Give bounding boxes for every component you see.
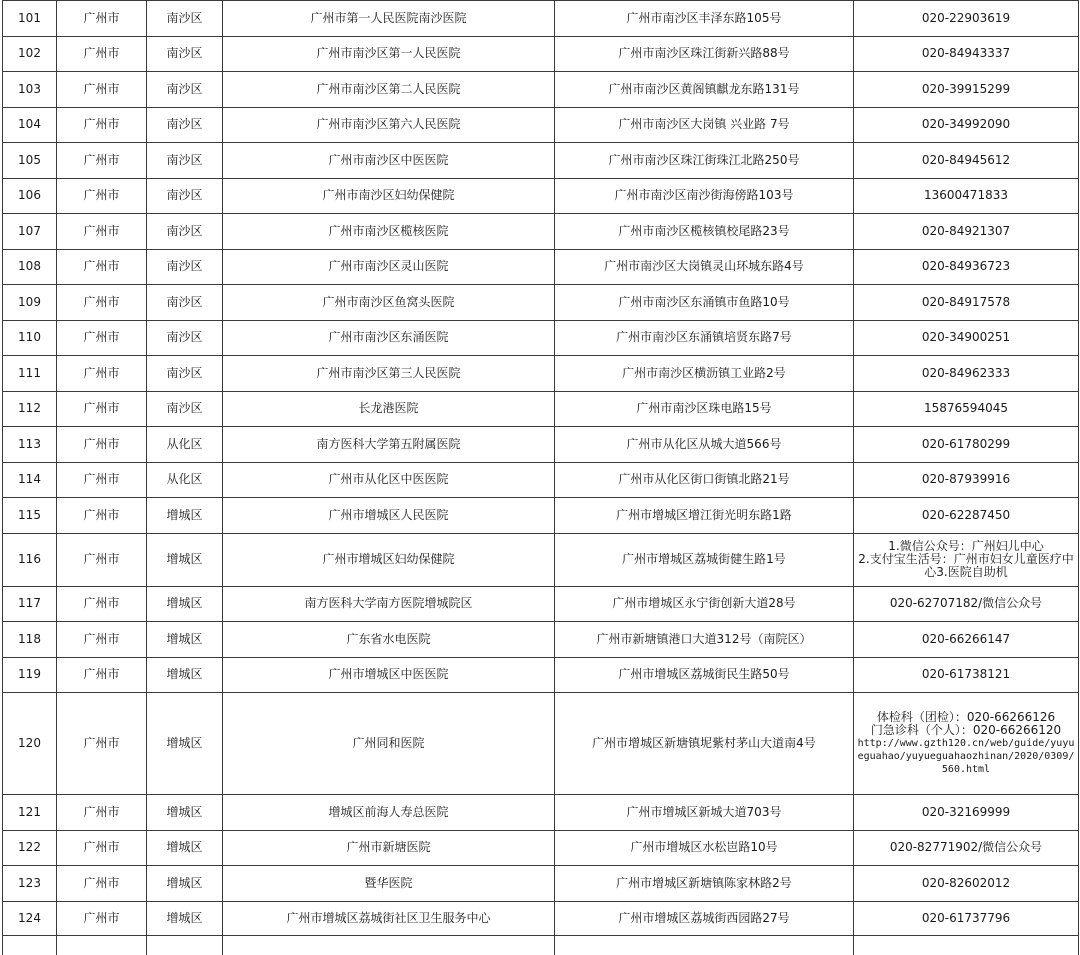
hospital-name-cell: 广州市第一人民医院南沙医院 <box>223 1 555 37</box>
address-cell: 广州市增城区荔城街西园路27号 <box>555 901 854 935</box>
phone-cell <box>854 622 1079 658</box>
empty-cell <box>147 935 223 955</box>
phone-cell <box>854 249 1079 285</box>
address-cell: 广州市从化区街口街镇北路21号 <box>555 462 854 498</box>
row-number: 121 <box>3 795 57 831</box>
district-cell: 南沙区 <box>147 391 223 427</box>
row-number: 122 <box>3 830 57 866</box>
address-cell: 广州市南沙区东涌镇培贤东路7号 <box>555 320 854 356</box>
phone-cell <box>854 214 1079 250</box>
phone-cell <box>854 178 1079 214</box>
phone-line: 020-62707182/微信公众号 <box>856 597 1076 610</box>
district-cell: 增城区 <box>147 622 223 658</box>
address-cell: 广州市从化区从城大道566号 <box>555 427 854 463</box>
hospital-name-cell: 广州市增城区中医医院 <box>223 657 555 693</box>
city-cell: 广州市 <box>57 830 147 866</box>
hospital-name-cell: 广州市南沙区妇幼保健院 <box>223 178 555 214</box>
district-cell: 南沙区 <box>147 320 223 356</box>
hospital-name-cell: 广州市新塘医院 <box>223 830 555 866</box>
hospital-table <box>2 0 1079 955</box>
table-row <box>3 622 1079 658</box>
row-number: 117 <box>3 586 57 622</box>
district-cell: 南沙区 <box>147 1 223 37</box>
phone-cell <box>854 866 1079 902</box>
hospital-name-cell: 增城区前海人寿总医院 <box>223 795 555 831</box>
address-cell: 广州市增城区荔城街健生路1号 <box>555 533 854 586</box>
district-cell: 增城区 <box>147 533 223 586</box>
city-cell: 广州市 <box>57 866 147 902</box>
hospital-name-cell: 广州市南沙区东涌医院 <box>223 320 555 356</box>
hospital-name-cell: 广州市南沙区中医医院 <box>223 143 555 179</box>
table-row <box>3 72 1079 108</box>
empty-cell <box>57 935 147 955</box>
city-cell: 广州市 <box>57 249 147 285</box>
phone-line: 020-32169999 <box>856 806 1076 819</box>
address-cell: 广州市增城区荔城街民生路50号 <box>555 657 854 693</box>
city-cell: 广州市 <box>57 72 147 108</box>
phone-cell <box>854 391 1079 427</box>
phone-cell <box>854 427 1079 463</box>
phone-line: 2.支付宝生活号：广州市妇女儿童医疗中 <box>856 553 1076 566</box>
address-cell: 广州市南沙区黄阁镇麒龙东路131号 <box>555 72 854 108</box>
row-number: 107 <box>3 214 57 250</box>
address-cell: 广州市南沙区丰泽东路105号 <box>555 1 854 37</box>
phone-cell <box>854 795 1079 831</box>
phone-line: 020-84917578 <box>856 296 1076 309</box>
phone-cell <box>854 533 1079 586</box>
phone-line: 020-84943337 <box>856 47 1076 60</box>
row-number: 106 <box>3 178 57 214</box>
phone-line: 020-39915299 <box>856 83 1076 96</box>
phone-line: 020-34900251 <box>856 331 1076 344</box>
district-cell: 增城区 <box>147 830 223 866</box>
address-cell: 广州市增城区水松岜路10号 <box>555 830 854 866</box>
phone-line: 020-66266147 <box>856 633 1076 646</box>
phone-line: 020-61780299 <box>856 438 1076 451</box>
table-row <box>3 462 1079 498</box>
table-row <box>3 901 1079 935</box>
hospital-name-cell: 广州市从化区中医医院 <box>223 462 555 498</box>
table-row <box>3 356 1079 392</box>
row-number: 116 <box>3 533 57 586</box>
district-cell: 增城区 <box>147 901 223 935</box>
phone-cell <box>854 320 1079 356</box>
city-cell: 广州市 <box>57 107 147 143</box>
address-cell: 广州市南沙区横沥镇工业路2号 <box>555 356 854 392</box>
phone-line: 560.html <box>856 763 1076 776</box>
district-cell: 增城区 <box>147 657 223 693</box>
phone-line: 020-82602012 <box>856 877 1076 890</box>
address-cell: 广州市南沙区南沙街海傍路103号 <box>555 178 854 214</box>
address-cell: 广州市增城区新城大道703号 <box>555 795 854 831</box>
hospital-name-cell: 广州市南沙区第六人民医院 <box>223 107 555 143</box>
district-cell: 从化区 <box>147 427 223 463</box>
address-cell: 广州市增城区新塘镇坭紫村茅山大道南4号 <box>555 693 854 795</box>
district-cell: 南沙区 <box>147 107 223 143</box>
row-number: 119 <box>3 657 57 693</box>
district-cell: 从化区 <box>147 462 223 498</box>
phone-cell <box>854 498 1079 534</box>
hospital-name-cell: 南方医科大学南方医院增城院区 <box>223 586 555 622</box>
city-cell: 广州市 <box>57 391 147 427</box>
address-cell: 广州市增城区永宁街创新大道28号 <box>555 586 854 622</box>
city-cell: 广州市 <box>57 901 147 935</box>
address-cell: 广州市南沙区榄核镇校尾路23号 <box>555 214 854 250</box>
row-number: 123 <box>3 866 57 902</box>
phone-line: 020-84945612 <box>856 154 1076 167</box>
row-number: 118 <box>3 622 57 658</box>
table-row <box>3 214 1079 250</box>
address-cell: 广州市南沙区大岗镇灵山环城东路4号 <box>555 249 854 285</box>
phone-line: 020-61738121 <box>856 668 1076 681</box>
district-cell: 南沙区 <box>147 143 223 179</box>
phone-line: 020-61737796 <box>856 912 1076 925</box>
table-body <box>3 1 1079 955</box>
table-row <box>3 285 1079 321</box>
phone-cell <box>854 143 1079 179</box>
hospital-name-cell: 广州市增城区妇幼保健院 <box>223 533 555 586</box>
row-number: 102 <box>3 36 57 72</box>
row-number: 104 <box>3 107 57 143</box>
row-number: 105 <box>3 143 57 179</box>
phone-cell <box>854 693 1079 795</box>
hospital-name-cell: 广州市南沙区第二人民医院 <box>223 72 555 108</box>
phone-line: eguahao/yuyueguahaozhinan/2020/0309/ <box>856 750 1076 763</box>
table-row <box>3 249 1079 285</box>
city-cell: 广州市 <box>57 178 147 214</box>
phone-cell <box>854 356 1079 392</box>
row-number: 124 <box>3 901 57 935</box>
phone-line: 020-22903619 <box>856 12 1076 25</box>
row-number: 103 <box>3 72 57 108</box>
district-cell: 南沙区 <box>147 285 223 321</box>
city-cell: 广州市 <box>57 657 147 693</box>
table-row <box>3 830 1079 866</box>
hospital-name-cell: 广州市增城区荔城街社区卫生服务中心 <box>223 901 555 935</box>
row-number: 110 <box>3 320 57 356</box>
table-row <box>3 586 1079 622</box>
district-cell: 南沙区 <box>147 72 223 108</box>
phone-line: 020-84936723 <box>856 260 1076 273</box>
phone-line: 15876594045 <box>856 402 1076 415</box>
phone-line: 13600471833 <box>856 189 1076 202</box>
table-row <box>3 533 1079 586</box>
row-number: 101 <box>3 1 57 37</box>
row-number: 120 <box>3 693 57 795</box>
phone-line: 体检科（团检）：020-66266126 <box>856 711 1076 724</box>
hospital-name-cell: 长龙港医院 <box>223 391 555 427</box>
city-cell: 广州市 <box>57 214 147 250</box>
table-row <box>3 795 1079 831</box>
phone-line: 门急诊科（个人）：020-66266120 <box>856 724 1076 737</box>
hospital-name-cell: 广州市南沙区第一人民医院 <box>223 36 555 72</box>
row-number: 108 <box>3 249 57 285</box>
address-cell: 广州市南沙区珠江街珠江北路250号 <box>555 143 854 179</box>
hospital-name-cell: 暨华医院 <box>223 866 555 902</box>
phone-cell <box>854 1 1079 37</box>
row-number: 111 <box>3 356 57 392</box>
table-row <box>3 178 1079 214</box>
hospital-name-cell: 广州市南沙区鱼窝头医院 <box>223 285 555 321</box>
table-row <box>3 1 1079 37</box>
city-cell: 广州市 <box>57 533 147 586</box>
table-row <box>3 427 1079 463</box>
table-row <box>3 320 1079 356</box>
phone-line: 020-82771902/微信公众号 <box>856 841 1076 854</box>
phone-line: http://www.gzth120.cn/web/guide/yuyu <box>856 737 1076 750</box>
hospital-name-cell: 广州市南沙区榄核医院 <box>223 214 555 250</box>
address-cell: 广州市南沙区珠电路15号 <box>555 391 854 427</box>
hospital-name-cell: 广州市南沙区第三人民医院 <box>223 356 555 392</box>
district-cell: 增城区 <box>147 586 223 622</box>
city-cell: 广州市 <box>57 143 147 179</box>
table-row-partial <box>3 935 1079 955</box>
table-row <box>3 657 1079 693</box>
phone-line: 020-84921307 <box>856 225 1076 238</box>
phone-line: 020-84962333 <box>856 367 1076 380</box>
empty-cell <box>223 935 555 955</box>
table-row <box>3 866 1079 902</box>
phone-cell <box>854 72 1079 108</box>
empty-cell <box>854 935 1079 955</box>
table-row <box>3 107 1079 143</box>
district-cell: 南沙区 <box>147 249 223 285</box>
phone-line: 020-87939916 <box>856 473 1076 486</box>
table-row <box>3 693 1079 795</box>
phone-line: 020-62287450 <box>856 509 1076 522</box>
city-cell: 广州市 <box>57 356 147 392</box>
hospital-name-cell: 广东省水电医院 <box>223 622 555 658</box>
city-cell: 广州市 <box>57 462 147 498</box>
phone-line: 1.微信公众号：广州妇儿中心 <box>856 540 1076 553</box>
district-cell: 南沙区 <box>147 178 223 214</box>
phone-cell <box>854 657 1079 693</box>
address-cell: 广州市南沙区珠江街新兴路88号 <box>555 36 854 72</box>
hospital-name-cell: 广州市增城区人民医院 <box>223 498 555 534</box>
phone-cell <box>854 107 1079 143</box>
phone-cell <box>854 586 1079 622</box>
city-cell: 广州市 <box>57 285 147 321</box>
city-cell: 广州市 <box>57 586 147 622</box>
city-cell: 广州市 <box>57 1 147 37</box>
city-cell: 广州市 <box>57 693 147 795</box>
table-row <box>3 391 1079 427</box>
city-cell: 广州市 <box>57 498 147 534</box>
phone-cell <box>854 830 1079 866</box>
phone-cell <box>854 285 1079 321</box>
address-cell: 广州市增城区增江街光明东路1路 <box>555 498 854 534</box>
phone-cell <box>854 36 1079 72</box>
address-cell: 广州市增城区新塘镇陈家林路2号 <box>555 866 854 902</box>
row-number: 115 <box>3 498 57 534</box>
address-cell: 广州市南沙区大岗镇 兴业路 7号 <box>555 107 854 143</box>
row-number: 114 <box>3 462 57 498</box>
district-cell: 增城区 <box>147 795 223 831</box>
district-cell: 南沙区 <box>147 356 223 392</box>
district-cell: 增城区 <box>147 498 223 534</box>
district-cell: 增城区 <box>147 866 223 902</box>
address-cell: 广州市新塘镇港口大道312号（南院区） <box>555 622 854 658</box>
hospital-name-cell: 广州市南沙区灵山医院 <box>223 249 555 285</box>
empty-cell <box>555 935 854 955</box>
hospital-name-cell: 广州同和医院 <box>223 693 555 795</box>
phone-line: 020-34992090 <box>856 118 1076 131</box>
district-cell: 增城区 <box>147 693 223 795</box>
district-cell: 南沙区 <box>147 36 223 72</box>
city-cell: 广州市 <box>57 427 147 463</box>
phone-cell <box>854 462 1079 498</box>
city-cell: 广州市 <box>57 622 147 658</box>
city-cell: 广州市 <box>57 795 147 831</box>
row-number: 109 <box>3 285 57 321</box>
row-number: 112 <box>3 391 57 427</box>
city-cell: 广州市 <box>57 36 147 72</box>
address-cell: 广州市南沙区东涌镇市鱼路10号 <box>555 285 854 321</box>
table-row <box>3 143 1079 179</box>
empty-cell <box>3 935 57 955</box>
district-cell: 南沙区 <box>147 214 223 250</box>
hospital-name-cell: 南方医科大学第五附属医院 <box>223 427 555 463</box>
city-cell: 广州市 <box>57 320 147 356</box>
phone-line: 心3.医院自助机 <box>856 566 1076 579</box>
phone-cell <box>854 901 1079 935</box>
table-row <box>3 36 1079 72</box>
row-number: 113 <box>3 427 57 463</box>
table-row <box>3 498 1079 534</box>
